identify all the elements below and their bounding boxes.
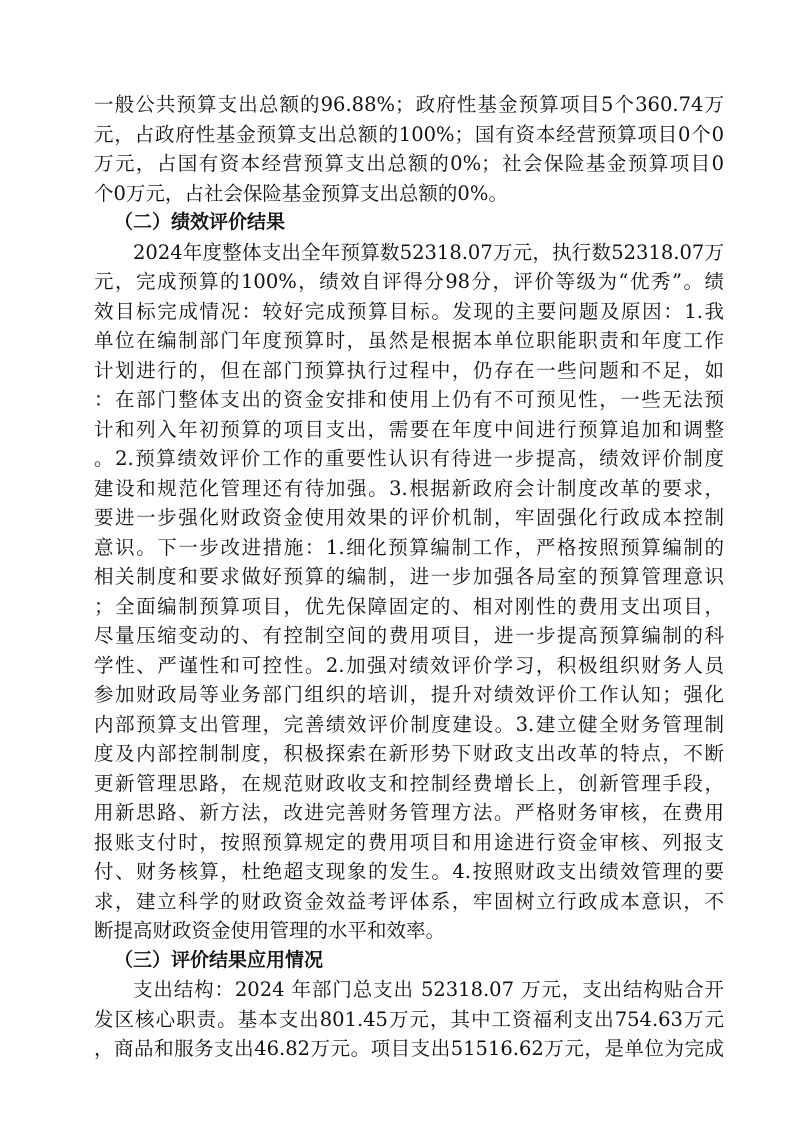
text-line: 度及内部控制制度，积极探索在新形势下财政支出改革的特点，不断 [94, 742, 724, 765]
text-line: 发区核心职责。基本支出801.45万元，其中工资福利支出754.63万元 [94, 1007, 724, 1031]
section-heading-result-application: （三）评价结果应用情况 [114, 948, 324, 971]
text-line: 万元，占国有资本经营预算支出总额的0%；社会保险基金预算项目0 [94, 152, 724, 175]
text-line: 断提高财政资金使用管理的水平和效率。 [94, 919, 446, 942]
text-line: 效目标完成情况：较好完成预算目标。发现的主要问题及原因：1.我 [94, 299, 724, 323]
text-line: 计和列入年初预算的项目支出，需要在年度中间进行预算追加和调整 [94, 417, 724, 441]
text-line: 意识。下一步改进措施：1.细化预算编制工作，严格按照预算编制的 [94, 535, 724, 559]
text-line: 内部预算支出管理，完善绩效评价制度建设。3.建立健全财务管理制 [94, 712, 724, 736]
text-line: 元，占政府性基金预算支出总额的100%；国有资本经营预算项目0个0 [94, 122, 724, 146]
text-line: 建设和规范化管理还有待加强。3.根据新政府会计制度改革的要求， [94, 476, 724, 500]
text-line: ，商品和服务支出46.82万元。项目支出51516.62万元，是单位为完成 [94, 1037, 724, 1060]
text-line: 参加财政局等业务部门组织的培训，提升对绩效评价工作认知；强化 [94, 683, 724, 706]
section-heading-performance-result: （二）绩效评价结果 [114, 211, 286, 233]
text-line: 支出结构：2024 年部门总支出 52318.07 万元，支出结构贴合开 [133, 978, 724, 1001]
text-line: 个0万元，占社会保险基金预算支出总额的0%。 [94, 181, 508, 205]
paragraph-expenditure-structure [94, 975, 724, 1064]
text-line: 学性、严谨性和可控性。2.加强对绩效评价学习，积极组织财务人员 [94, 653, 724, 677]
paragraph-performance-result [94, 238, 724, 946]
document-page [94, 90, 724, 1064]
text-line: 要进一步强化财政资金使用效果的评价机制，牢固强化行政成本控制 [94, 506, 724, 529]
text-line: 报账支付时，按照预算规定的费用项目和用途进行资金审核、列报支 [94, 830, 724, 854]
text-line: 元，完成预算的100%，绩效自评得分98分，评价等级为“优秀”。绩 [94, 270, 724, 293]
text-line: 一般公共预算支出总额的96.88%；政府性基金预算项目5个360.74万 [94, 93, 724, 116]
text-line: 2024年度整体支出全年预算数52318.07万元，执行数52318.07万 [133, 240, 724, 264]
text-line: 单位在编制部门年度预算时，虽然是根据本单位职能职责和年度工作 [94, 329, 724, 352]
text-line: 更新管理思路，在规范财政收支和控制经费增长上，创新管理手段， [94, 771, 724, 795]
text-line: 相关制度和要求做好预算的编制，进一步加强各局室的预算管理意识 [94, 565, 724, 588]
text-line: 付、财务核算，杜绝超支现象的发生。4.按照财政支出绩效管理的要 [94, 860, 724, 883]
paragraph-budget-summary [94, 90, 724, 208]
text-line: ；全面编制预算项目，优先保障固定的、相对刚性的费用支出项目， [94, 594, 724, 618]
text-line: 。2.预算绩效评价工作的重要性认识有待进一步提高，绩效评价制度 [94, 447, 724, 470]
text-line: 尽量压缩变动的、有控制空间的费用项目，进一步提高预算编制的科 [94, 624, 724, 647]
text-line: ：在部门整体支出的资金安排和使用上仍有不可预见性，一些无法预 [94, 388, 724, 411]
text-line: 求，建立科学的财政资金效益考评体系，牢固树立行政成本意识，不 [94, 889, 724, 913]
text-line: 用新思路、新方法，改进完善财务管理方法。严格财务审核，在费用 [94, 801, 724, 824]
text-line: 计划进行的，但在部门预算执行过程中，仍存在一些问题和不足，如 [94, 358, 724, 382]
